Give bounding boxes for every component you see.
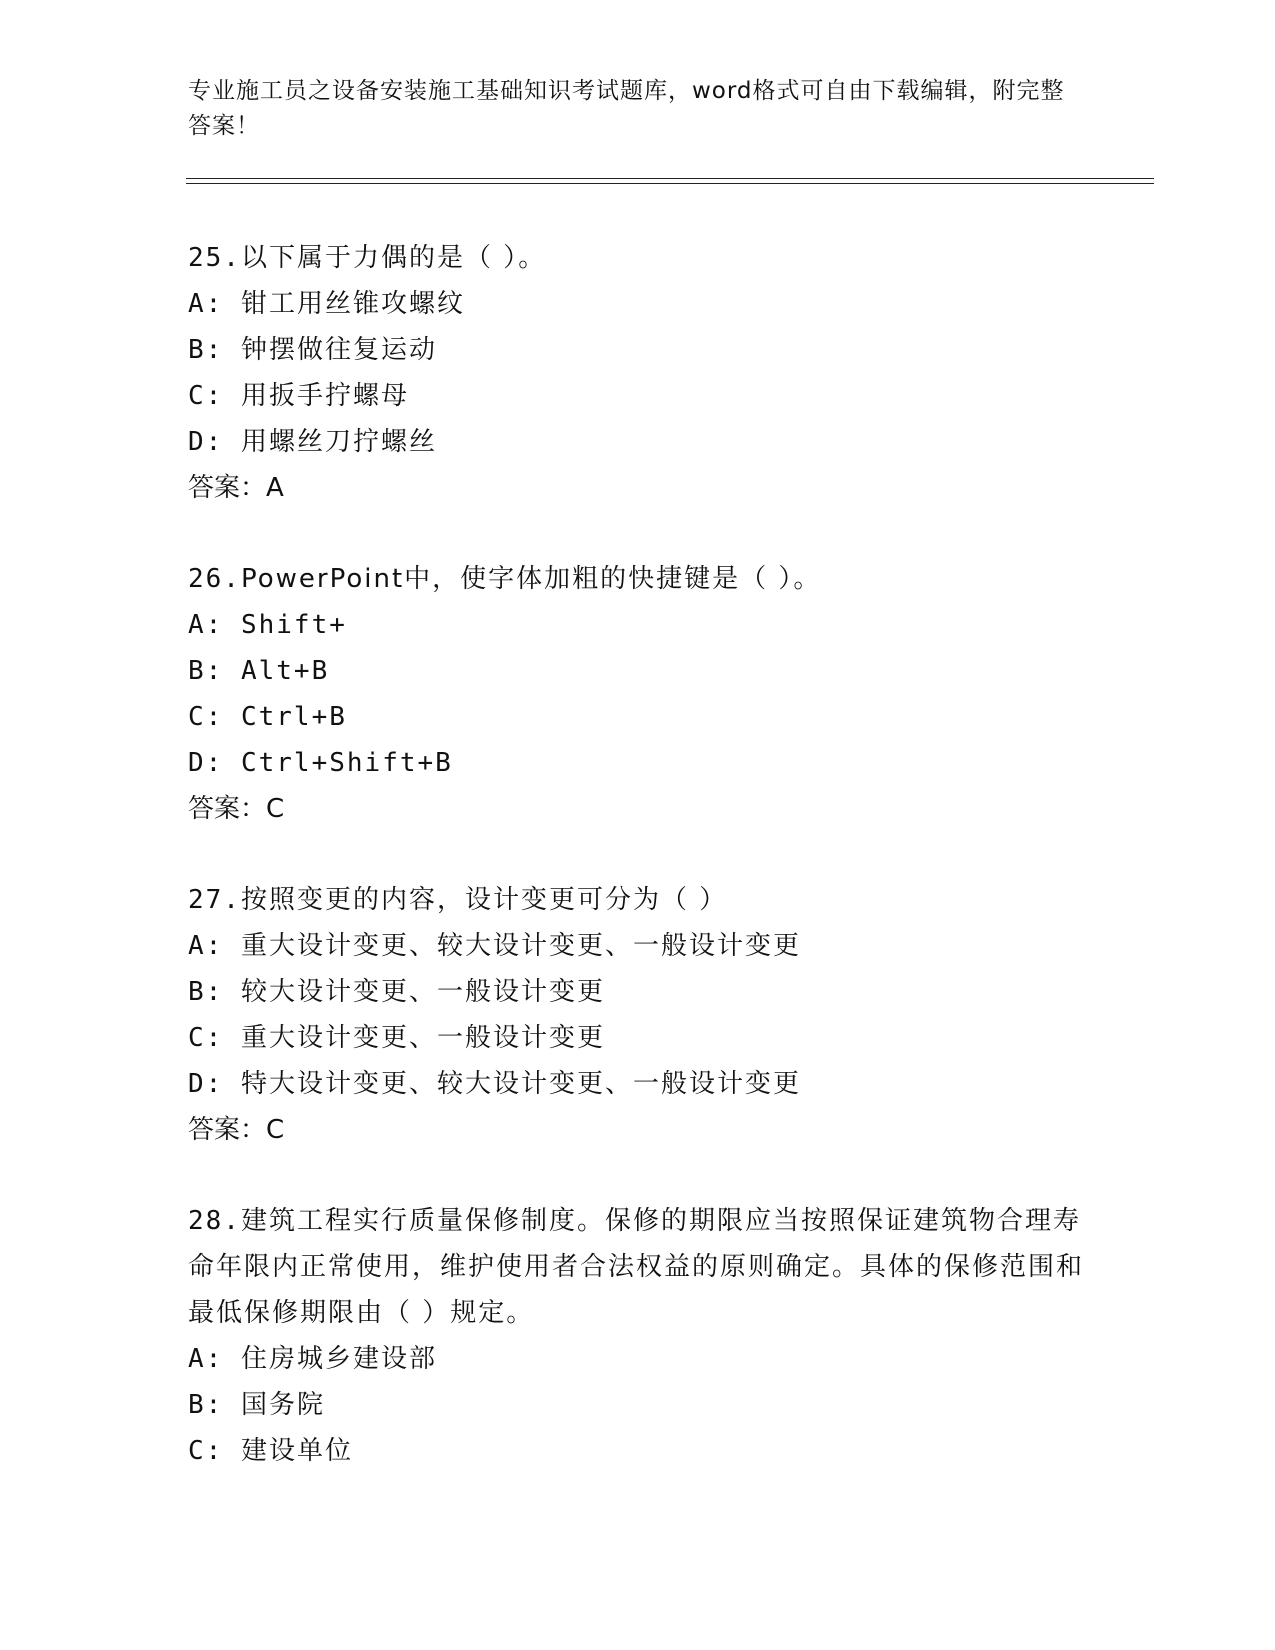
question-text: PowerPoint中，使字体加粗的快捷键是（ ）。: [240, 564, 822, 594]
option-letter: C:: [188, 1023, 224, 1053]
option-b: [188, 969, 1088, 1015]
option-text: 住房城乡建设部: [240, 1344, 437, 1374]
option-text: 钳工用丝锥攻螺纹: [240, 289, 465, 319]
option-a: [188, 281, 1088, 327]
question-stem: [188, 1198, 1088, 1336]
option-text: 重大设计变更、一般设计变更: [240, 1023, 605, 1053]
option-b: [188, 648, 1088, 694]
question-text: 建筑工程实行质量保修制度。保修的期限应当按照保证建筑物合理寿命年限内正常使用，维护使用者合法权益的原则确定。具体的保修范围和最低保修期限由（ ）规定。: [188, 1206, 1085, 1328]
question-27: [188, 877, 1088, 1153]
option-text: 用螺丝刀拧螺丝: [240, 427, 437, 457]
question-stem: [188, 556, 1088, 602]
option-text: 较大设计变更、一般设计变更: [240, 977, 605, 1007]
option-letter: A:: [188, 610, 224, 640]
option-letter: A:: [188, 289, 224, 319]
option-letter: C:: [188, 702, 224, 732]
question-26: [188, 556, 1088, 832]
answer-line: 答案：A: [188, 473, 284, 503]
answer-line: 答案：C: [188, 1115, 285, 1145]
question-number: 27.: [188, 885, 241, 915]
option-b: [188, 327, 1088, 373]
document-header: 专业施工员之设备安装施工基础知识考试题库，word格式可自由下载编辑，附完整答案！: [188, 78, 1065, 139]
option-b: [188, 1382, 1088, 1428]
question-28: [188, 1198, 1088, 1474]
option-d: [188, 740, 1088, 786]
option-text: 重大设计变更、较大设计变更、一般设计变更: [240, 931, 801, 961]
question-number: 25.: [188, 243, 241, 273]
option-letter: C:: [188, 381, 224, 411]
header-divider-bottom: [186, 183, 1154, 184]
option-c: [188, 1428, 1088, 1474]
option-text: 用扳手拧螺母: [240, 381, 409, 411]
option-text: Ctrl+B: [240, 702, 347, 732]
question-stem: [188, 877, 1088, 923]
option-a: [188, 923, 1088, 969]
question-list: [188, 235, 1088, 1519]
option-text: Alt+B: [240, 656, 330, 686]
option-d: [188, 419, 1088, 465]
question-25: [188, 235, 1088, 511]
option-c: [188, 1015, 1088, 1061]
option-letter: D:: [188, 1069, 224, 1099]
option-text: 特大设计变更、较大设计变更、一般设计变更: [240, 1069, 801, 1099]
option-letter: B:: [188, 656, 224, 686]
option-text: Shift+: [240, 610, 347, 640]
question-number: 26.: [188, 564, 241, 594]
question-text: 以下属于力偶的是（ ）。: [240, 243, 547, 273]
question-text: 按照变更的内容，设计变更可分为（ ）: [240, 885, 728, 915]
option-letter: D:: [188, 748, 224, 778]
option-letter: A:: [188, 1344, 224, 1374]
option-letter: B:: [188, 977, 224, 1007]
option-letter: D:: [188, 427, 224, 457]
option-d: [188, 1061, 1088, 1107]
option-letter: B:: [188, 335, 224, 365]
question-number: 28.: [188, 1206, 241, 1236]
question-stem: [188, 235, 1088, 281]
option-letter: C:: [188, 1436, 224, 1466]
option-text: 国务院: [240, 1390, 325, 1420]
answer-line: 答案：C: [188, 794, 285, 824]
option-text: 钟摆做往复运动: [240, 335, 437, 365]
option-a: [188, 1336, 1088, 1382]
option-text: 建设单位: [240, 1436, 353, 1466]
option-text: Ctrl+Shift+B: [240, 748, 453, 778]
option-a: [188, 602, 1088, 648]
option-letter: A:: [188, 931, 224, 961]
option-c: [188, 694, 1088, 740]
option-c: [188, 373, 1088, 419]
option-letter: B:: [188, 1390, 224, 1420]
header-divider-top: [186, 178, 1154, 179]
